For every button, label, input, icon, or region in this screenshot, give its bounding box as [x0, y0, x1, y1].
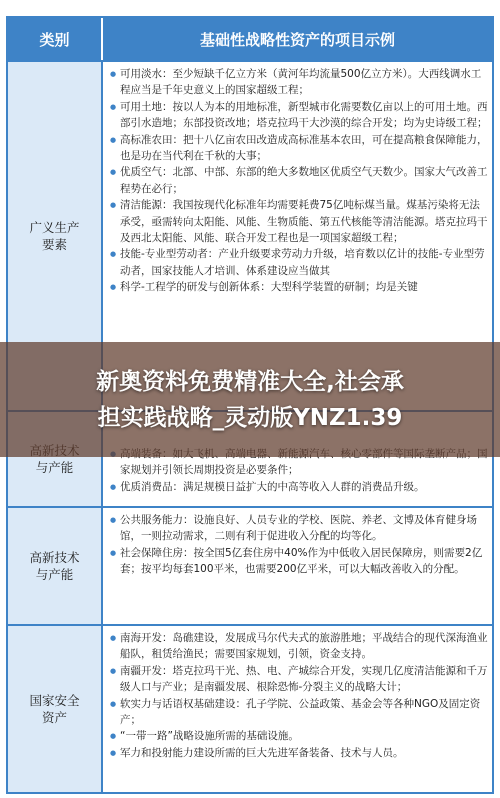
table-row: [8, 624, 492, 792]
list-item: ● 可用淡水：至少短缺千亿立方米（黄河年均流量500亿立方米）。大西线调水工程应当是千年史意义上的国家超级工程；: [110, 66, 488, 99]
overlay-title: [30, 364, 470, 436]
row-items: [110, 512, 488, 578]
header-category: 类别: [8, 18, 103, 60]
list-item: ● 南海开发：岛礁建设，发展成马尔代夫式的旅游胜地；平战结合的现代深海渔业船队，租赁给渔民；需要国家规划，引领，资金支持。: [110, 630, 488, 663]
list-item: ● 科学-工程学的研发与创新体系：大型科学装置的研制；均是关键: [110, 279, 488, 295]
list-item: ● 优质消费品：满足规模日益扩大的中高等收入人群的消费品升级。: [110, 479, 488, 495]
list-item: ● 技能-专业型劳动者：产业升级要求劳动力升级，培育数以亿计的技能-专业型劳动者，国家技能人才培训、体系建设应当做其: [110, 246, 488, 279]
title-overlay-banner: [0, 342, 500, 457]
row-category-label: 国家安全 资产: [29, 693, 80, 725]
list-item: ● 军力和投射能力建设所需的巨大先进军备装备、技术与人员。: [110, 745, 488, 761]
list-item: ● 南疆开发：塔克拉玛干光、热、电、产城综合开发，实现几亿度清洁能源和千万级人口与产业；是南疆发展、根除恐怖-分裂主义的战略大计；: [110, 663, 488, 696]
row-category-label: 与产能: [35, 460, 74, 475]
list-item: ● 公共服务能力：设施良好、人员专业的学校、医院、养老、文博及体育健身场馆，一则拉动需求，二则有利于促进收入分配的均等化。: [110, 512, 488, 545]
list-item: ● 高标准农田：把十八亿亩农田改造成高标准基本农田，可在提高粮食保障能力，也是功在当代利在千秋的大事；: [110, 132, 488, 165]
row-category: [8, 626, 103, 792]
list-item: ● 社会保障住房：按全国5亿套住房中40%作为中低收入居民保障房，则需要2亿套；按平均每套100平米，也需要200亿平米，可以大幅改善收入的分配。: [110, 545, 488, 578]
row-category-label: 高新技术 与产能: [29, 550, 80, 582]
header-examples: 基础性战略性资产的项目示例: [199, 30, 395, 49]
list-item: ● 家规划并引领长周期投资是必要条件；: [110, 446, 488, 479]
list-item: ● 软实力与话语权基础建设：孔子学院、公益政策、基金会等各种NGO及固定资产；: [110, 696, 488, 729]
row-category: [8, 508, 103, 624]
list-item: ● 优质空气：北部、中部、东部的绝大多数地区优质空气天数少。国家大气改善工程势在必行；: [110, 164, 488, 197]
table-row: [8, 506, 492, 624]
list-item: ● 清洁能源：我国按现代化标准年均需要耗费75亿吨标煤当量。煤基污染将无法承受，亟需转向太阳能、风能、生物质能、第五代核能等清洁能源。塔克拉玛干及西北太阳能、风能、联合开发工程也是一项国家超级工程；: [110, 197, 488, 246]
table-header: [8, 18, 492, 60]
row-items: [110, 66, 488, 296]
overlay-title-line-2: 担实践战略_灵动版YNZ1.39: [97, 404, 403, 431]
list-item: ● 可用土地：按以人为本的用地标准，新型城市化需要数亿亩以上的可用土地。西部引水造地；东部投资改地；塔克拉玛干大沙漠的综合开发；均为史诗级工程；: [110, 99, 488, 132]
list-item: ● “一带一路”战略设施所需的基础设施。: [110, 728, 488, 744]
overlay-title-line-1: 新奥资料免费精准大全,社会承: [96, 368, 404, 395]
row-items: [110, 630, 488, 761]
row-category-label: 广义生产 要素: [29, 220, 80, 252]
